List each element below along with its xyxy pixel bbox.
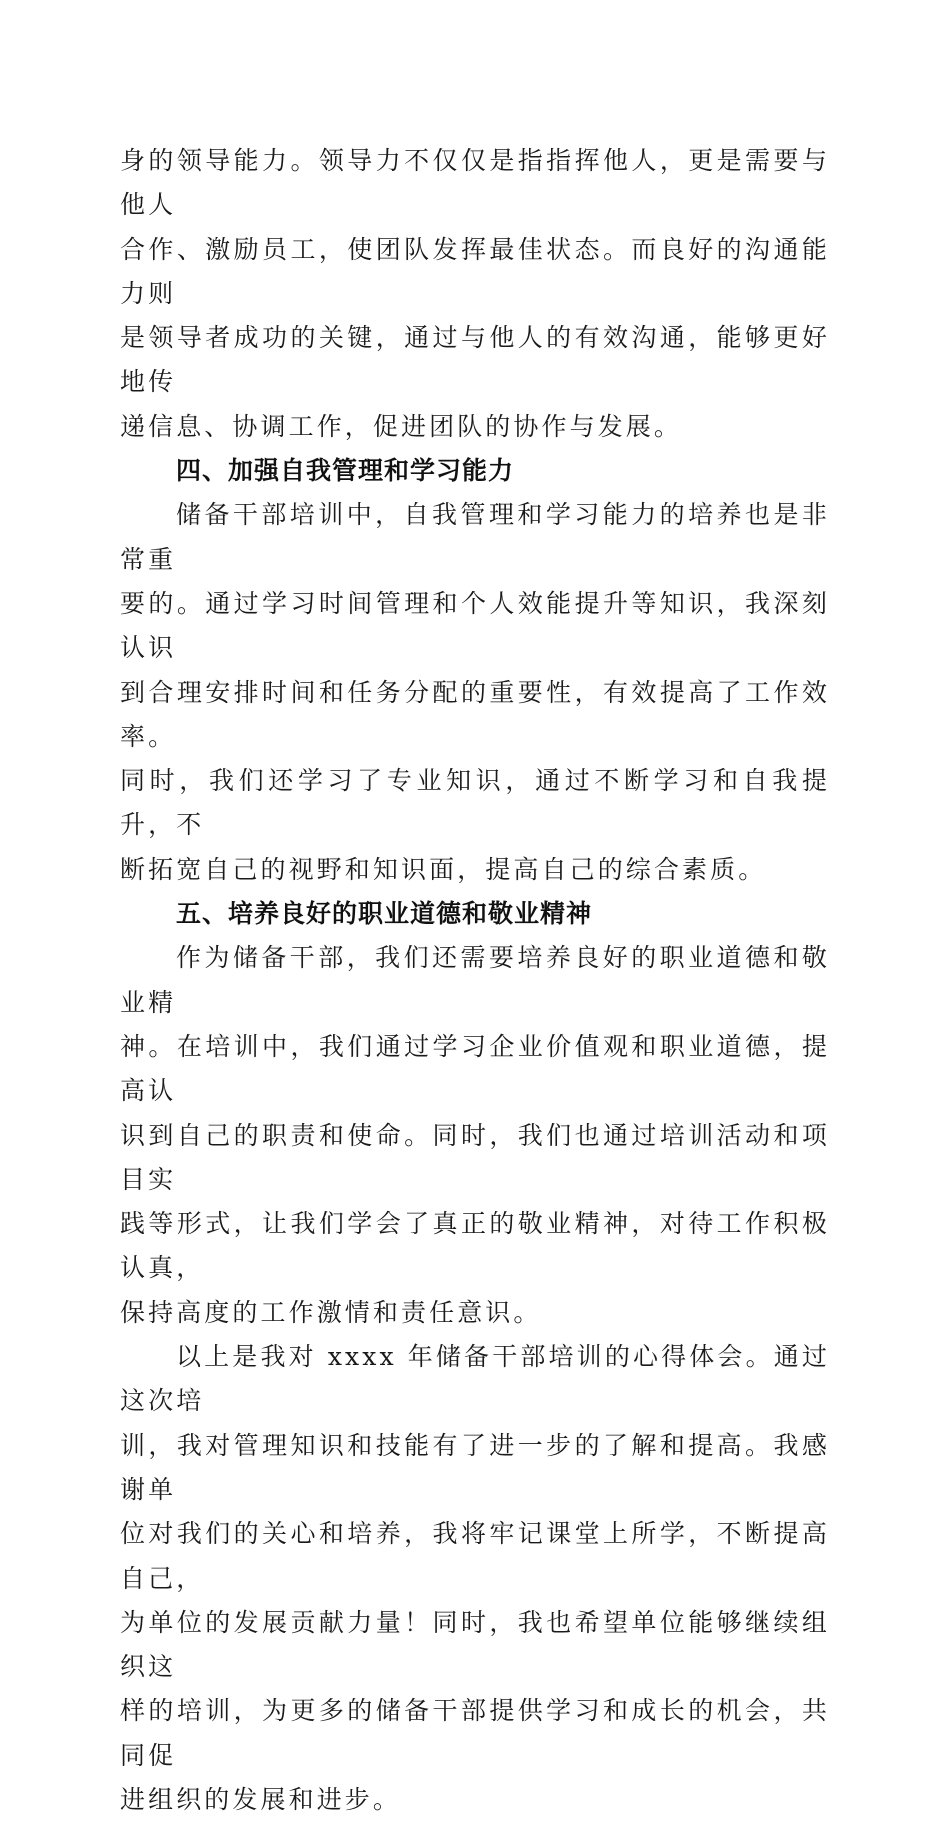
text-line: 以上是我对 xxxx 年储备干部培训的心得体会。通过这次培	[120, 1342, 830, 1416]
heading-text: 四、加强自我管理和学习能力	[176, 456, 515, 486]
text-line: 作为储备干部，我们还需要培养良好的职业道德和敬业精	[120, 943, 830, 1017]
text-line: 合作、激励员工，使团队发挥最佳状态。而良好的沟通能力则	[120, 234, 830, 308]
text-line: 识到自己的职责和使命。同时，我们也通过培训活动和项目实	[120, 1120, 830, 1194]
text-line: 践等形式，让我们学会了真正的敬业精神，对待工作积极认真，	[120, 1209, 830, 1283]
text-line: 样的培训，为更多的储备干部提供学习和成长的机会，共同促	[120, 1696, 830, 1770]
text-line: 神。在培训中，我们通过学习企业价值观和职业道德，提高认	[120, 1031, 830, 1106]
text-line: 身的领导能力。领导力不仅仅是指指挥他人，更是需要与他人	[120, 146, 830, 220]
text-line: 递信息、协调工作，促进团队的协作与发展。	[120, 411, 683, 441]
document-body	[120, 139, 830, 1822]
text-line: 到合理安排时间和任务分配的重要性，有效提高了工作效率。	[120, 677, 830, 751]
text-line: 进组织的发展和进步。	[120, 1784, 402, 1814]
section-heading-4	[120, 449, 830, 493]
paragraph-leadership-continued	[120, 139, 830, 449]
paragraph-self-management	[120, 493, 830, 892]
text-line: 同时，我们还学习了专业知识，通过不断学习和自我提升，不	[120, 766, 830, 840]
text-line: 储备干部培训中，自我管理和学习能力的培养也是非常重	[120, 500, 830, 574]
heading-text: 五、培养良好的职业道德和敬业精神	[176, 899, 593, 929]
paragraph-conclusion	[120, 1335, 830, 1822]
paragraph-professional-ethics	[120, 936, 830, 1335]
text-line: 要的。通过学习时间管理和个人效能提升等知识，我深刻认识	[120, 588, 830, 663]
text-line: 为单位的发展贡献力量！同时，我也希望单位能够继续组织这	[120, 1607, 830, 1682]
text-line: 位对我们的关心和培养，我将牢记课堂上所学，不断提高自己，	[120, 1519, 830, 1593]
section-heading-5	[120, 892, 830, 936]
text-line: 保持高度的工作激情和责任意识。	[120, 1297, 542, 1327]
text-line: 断拓宽自己的视野和知识面，提高自己的综合素质。	[120, 854, 767, 884]
text-line: 是领导者成功的关键，通过与他人的有效沟通，能够更好地传	[120, 323, 830, 397]
text-line: 训，我对管理知识和技能有了进一步的了解和提高。我感谢单	[120, 1430, 830, 1504]
